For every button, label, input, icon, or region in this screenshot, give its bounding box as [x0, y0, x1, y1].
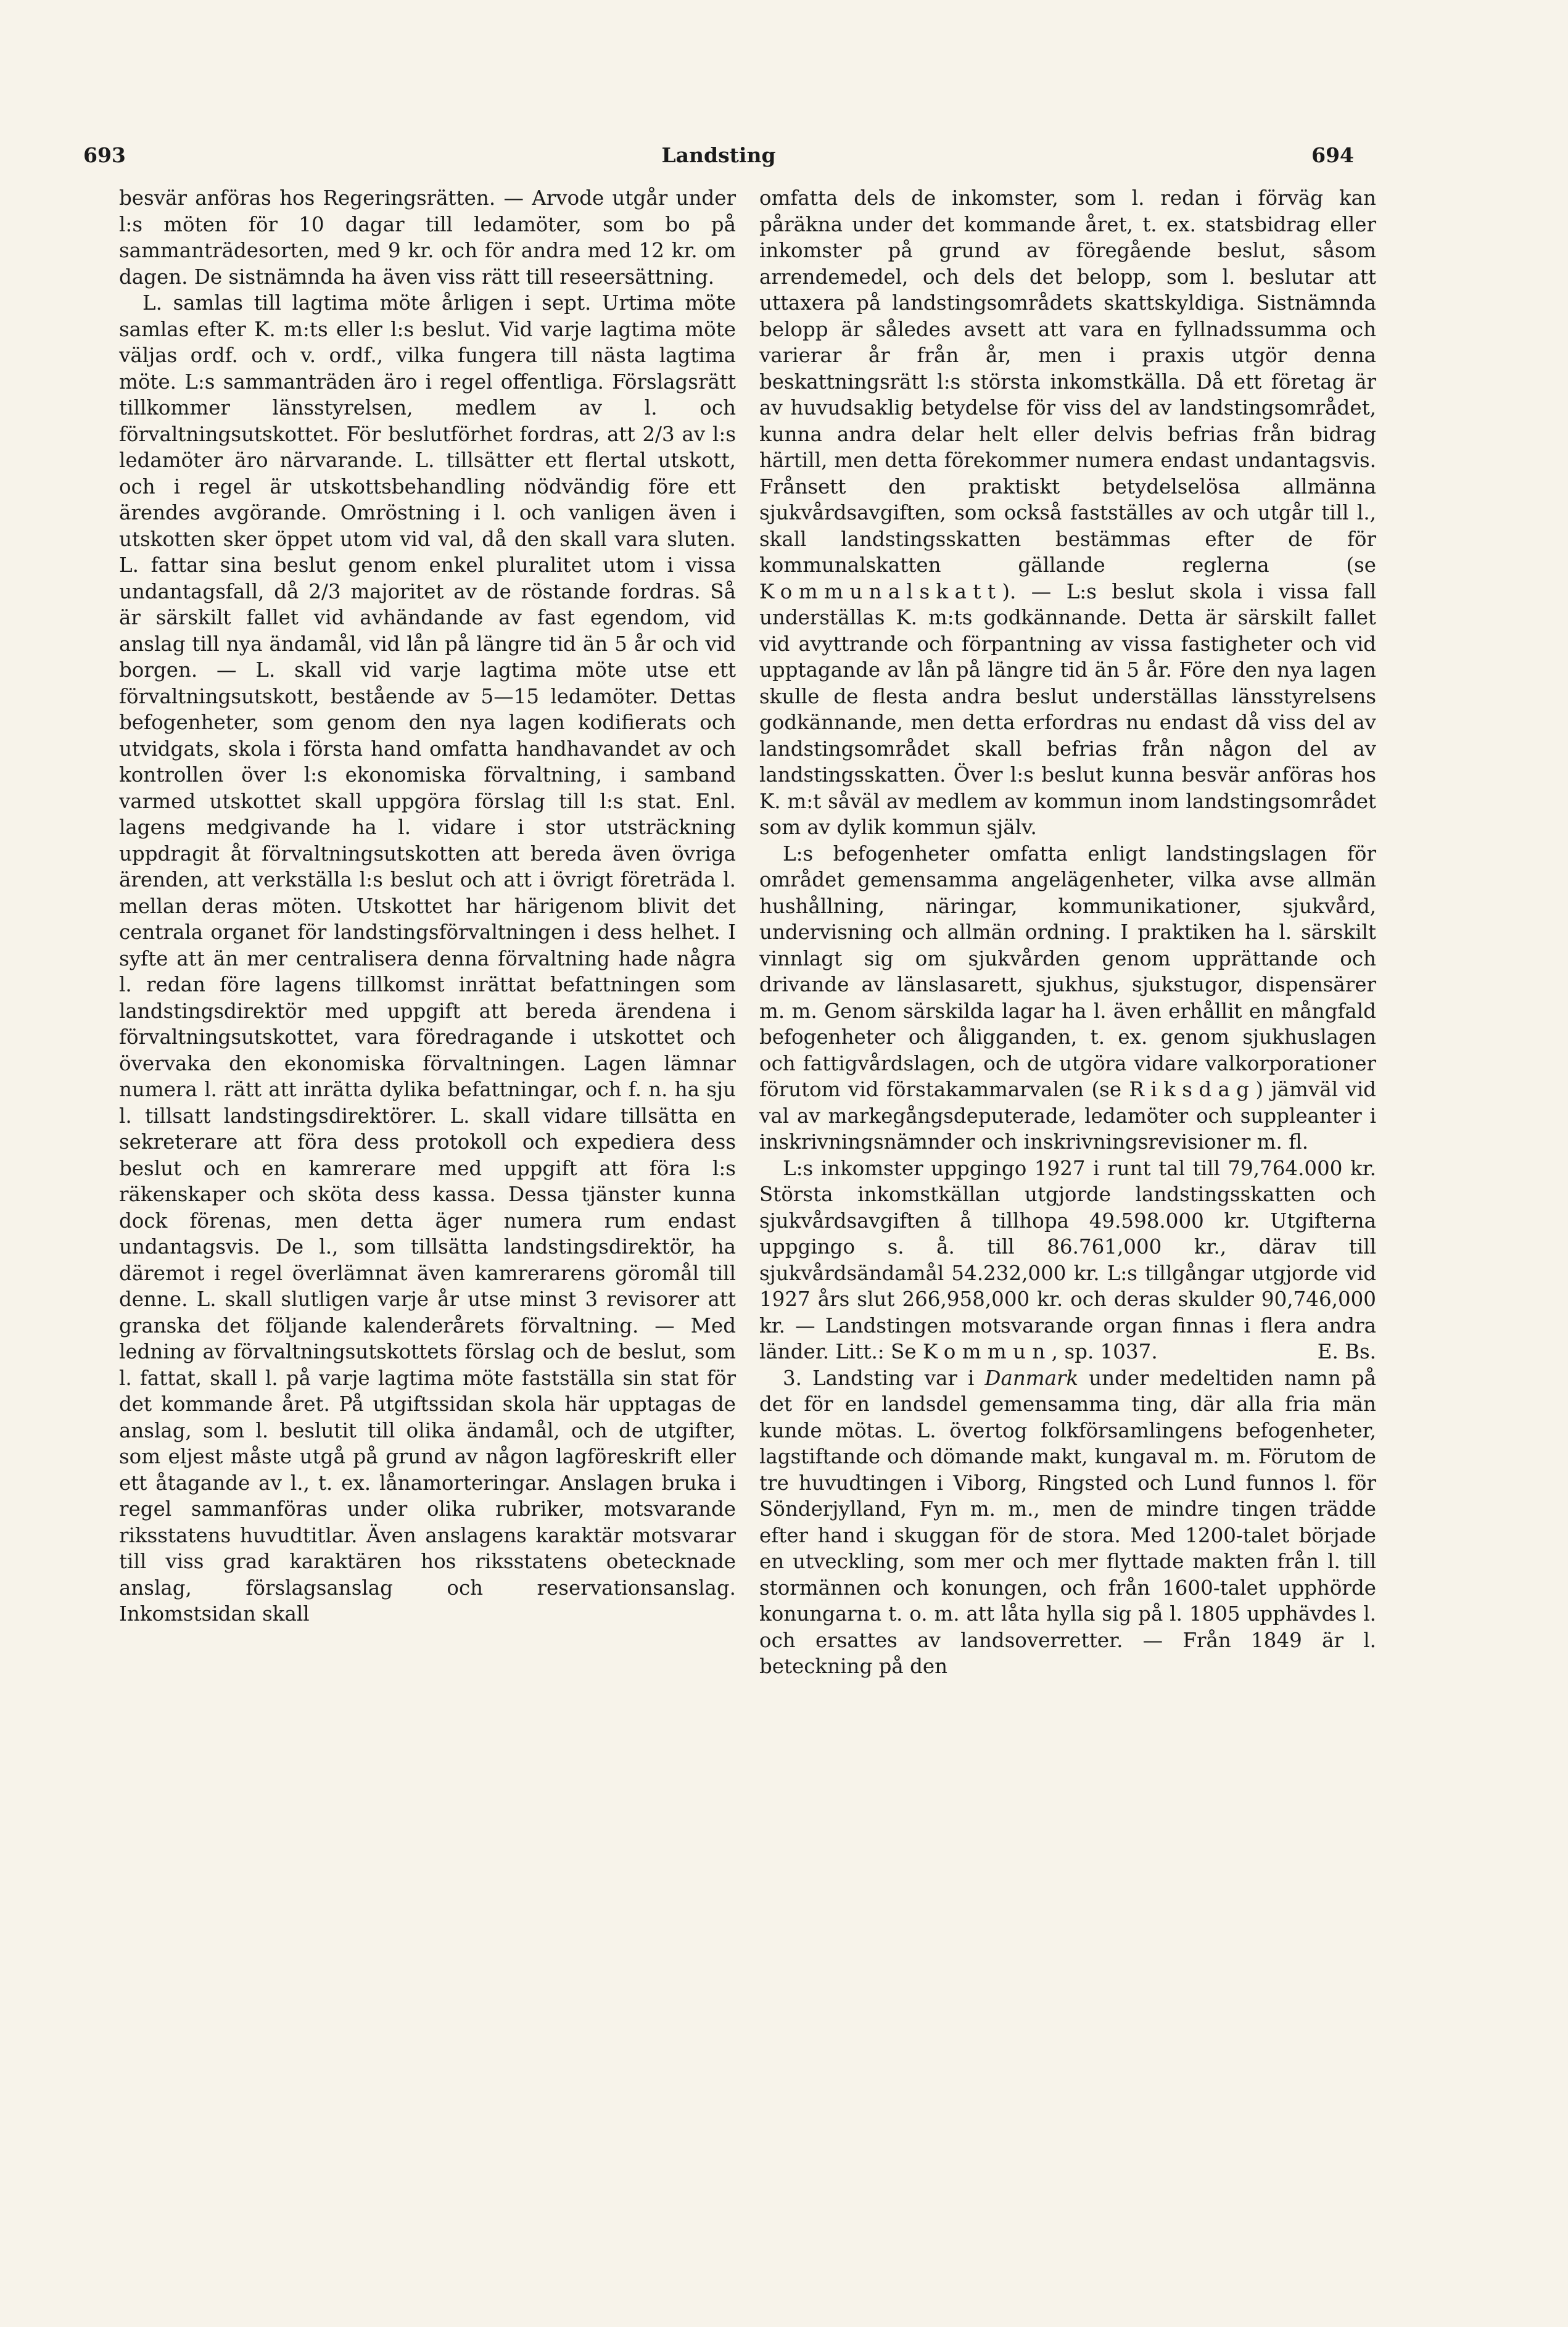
paragraph — [759, 1365, 1376, 1680]
paragraph-text: under medeltiden namn på det för en landsdel gemensamma ting, där alla fria män kunde mötas. L. övertog folkförsamlingens befogenheter, lagstiftande och dömande makt, kungaval m. m. Förutom de tre huvudtingen i Viborg, Ringsted och Lund funnos l. för Sönderjylland, Fyn m. m., men de mindre tingen trädde efter hand i skuggan för de stora. Med 1200-talet började en utveckling, som mer och mer flyttade makten från l. till stormännen och konungen, och från 1600-talet upphörde konungarna t. o. m. att låta hylla sig på l. 1805 upphävdes l. och ersattes av landsoverretter. — Från 1849 är l. beteckning på den — [759, 1366, 1376, 1678]
paragraph-text: ) jämväl vid val av markegångsdeputerade, ledamöter och suppleanter i inskrivningsnämnder och inskrivningsrevisioner m. fl. — [759, 1078, 1376, 1154]
paragraph — [759, 185, 1376, 841]
paragraph-text: , sp. 1037. — [1051, 1340, 1158, 1363]
paragraph-text: 3. Landsting var i — [783, 1366, 975, 1390]
author-signature: E. Bs. — [1317, 1340, 1376, 1363]
right-page-number: 694 — [1311, 143, 1354, 167]
paragraph: besvär anföras hos Regeringsrätten. — Arvode utgår under l:s möten för 10 dagar till ledamöter, som bo på sammanträdesorten, med 9 kr. och för andra med 12 kr. om dagen. De sistnämnda ha även viss rätt till reseersättning. — [119, 186, 736, 289]
running-title: Landsting — [661, 143, 776, 167]
right-column — [759, 185, 1376, 1680]
paragraph-text: L:s befogenheter omfatta enligt landstingslagen för området gemensamma angelägenheter, vilka avse allmän hushållning, näringar, kommunikationer, sjukvård, undervisning och allmän ordning. I praktiken ha l. särskilt vinnlagt sig om sjukvården genom upprättande och drivande av länslasarett, sjukhus, sjukstugor, dispensärer m. m. Genom särskilda lagar ha l. även erhållit en mångfald befogenheter och åligganden, t. ex. genom sjukhuslagen och fattigvårdslagen, och de utgöra vidare valkorporationer förutom vid förstakammarvalen (se — [759, 841, 1376, 1101]
cross-reference: Riksdag — [1129, 1078, 1256, 1101]
paragraph: L. samlas till lagtima möte årligen i sept. Urtima möte samlas efter K. m:ts eller l:s beslut. Vid varje lagtima möte väljas ordf. och v. ordf., vilka fungera till nästa lagtima möte. L:s sammanträden äro i regel offentliga. Förslagsrätt tillkommer länsstyrelsen, medlem av l. och förvaltningsutskottet. För beslutförhet fordras, att 2/3 av l:s ledamöter äro närvarande. L. tillsätter ett flertal utskott, och i regel är utskottsbehandling nödvändig före ett ärendes avgörande. Omröstning i l. och vanligen även i utskotten sker öppet utom vid val, då den skall vara sluten. L. fattar sina beslut genom enkel pluralitet utom i vissa undantagsfall, då 2/3 majoritet av de röstande fordras. Så är särskilt fallet vid avhändande av fast egendom, vid anslag till nya ändamål, vid lån på längre tid än 5 år och vid borgen. — L. skall vid varje lagtima möte utse ett förvaltningsutskott, bestående av 5—15 ledamöter. Dettas befogenheter, som genom den nya lagen kodifierats och utvidgats, skola i första hand omfatta handhavandet av och kontrollen över l:s ekonomiska förvaltning, i samband varmed utskottet skall uppgöra förslag till l:s stat. Enl. lagens medgivande ha l. vidare i stor utsträckning uppdragit åt förvaltningsutskotten att bereda även övriga ärenden, att verkställa l:s beslut och att i övrigt företräda l. mellan deras möten. Utskottet har härigenom blivit det centrala organet för landstingsförvaltningen i dess helhet. I syfte att än mer centralisera denna förvaltning hade några l. redan före lagens tillkomst inrättat befattningen som landstingsdirektör med uppgift att bereda ärendena i förvaltningsutskottet, vara föredragande i utskottet och övervaka den ekonomiska förvaltningen. Lagen lämnar numera l. rätt att inrätta dylika befattningar, och f. n. ha sju l. tillsatt landstingsdirektörer. L. skall vidare tillsätta en sekreterare att föra dess protokoll och expediera dess beslut och en kamrerare med uppgift att föra l:s räkenskaper och sköta dess kassa. Dessa tjänster kunna dock förenas, men detta äger numera rum endast undantagsvis. De l., som tillsätta landstingsdirektör, ha däremot i regel överlämnat även kamrerarens göromål till denne. L. skall slutligen varje år utse minst 3 revisorer att granska det följande kalenderårets förvaltning. — Med ledning av förvaltningsutskottets förslag och de beslut, som l. fattat, skall l. på varje lagtima möte fastställa sin stat för det kommande året. På utgiftssidan skola här upptagas de anslag, som l. beslutit till olika ändamål, och de utgifter, som eljest måste utgå på grund av någon lagföreskrift eller ett åtagande av l., t. ex. lånamorteringar. Anslagen bruka i regel sammanföras under olika rubriker, motsvarande riksstatens huvudtitlar. Även anslagens karaktär motsvarar till viss grad karaktären hos riksstatens obetecknade anslag, förslagsanslag och reservationsanslag. Inkomstsidan skall — [119, 291, 736, 1626]
paragraph-text: ). — L:s beslut skola i vissa fall underställas K. m:ts godkännande. Detta är särskilt fallet vid avyttrande och förpantning av vissa fastigheter och vid upptagande av lån på längre tid än 5 år. Före den nya lagen skulle de flesta andra beslut underställas länsstyrelsens godkännande, men detta erfordras nu endast då viss del av landstingsområdet skall befrias från någon del av landstingsskatten. Över l:s beslut kunna besvär anföras hos K. m:t såväl av medlem av kommun inom landstingsområdet som av dylik kommun själv. — [759, 579, 1376, 839]
paragraph — [759, 841, 1376, 1155]
left-column — [119, 185, 736, 1627]
paragraph — [759, 1155, 1376, 1365]
emphasis: Danmark — [984, 1366, 1079, 1390]
cross-reference: Kommunalskatt — [759, 579, 1002, 603]
paragraph-text: L:s inkomster uppgingo 1927 i runt tal till 79,764.000 kr. Största inkomstkällan utgjorde landstingsskatten och sjukvårdsavgiften å tillhopa 49.598.000 kr. Utgifterna uppgingo s. å. till 86.761,000 kr., därav till sjukvårdsändamål 54.232,000 kr. L:s tillgångar utgjorde vid 1927 års slut 266,958,000 kr. och deras skulder 90,746,000 kr. — Landstingen motsvarande organ finnas i flera andra länder. Litt.: Se — [759, 1156, 1376, 1363]
cross-reference: Kommun — [922, 1340, 1052, 1363]
left-page-number: 693 — [83, 143, 126, 167]
paragraph-text: omfatta dels de inkomster, som l. redan i förväg kan påräkna under det kommande året, t. ex. statsbidrag eller inkomster på grund av föregående beslut, såsom arrendemedel, och dels det belopp, som l. beslutar att uttaxera på landstingsområdets skattskyldiga. Sistnämnda belopp är således avsett att vara en fyllnadssumma och varierar år från år, men i praxis utgör denna beskattningsrätt l:s största inkomstkälla. Då ett företag är av huvudsaklig betydelse för viss del av landstingsområdet, kunna andra delar helt eller delvis befrias från bidrag härtill, men detta förekommer numera endast undantagsvis. Frånsett den praktiskt betydelselösa allmänna sjukvårdsavgiften, som också fastställes av och utgår till l., skall landstingsskatten bestämmas efter de för kommunalskatten gällande reglerna (se — [759, 186, 1376, 577]
page-header — [83, 143, 1354, 180]
